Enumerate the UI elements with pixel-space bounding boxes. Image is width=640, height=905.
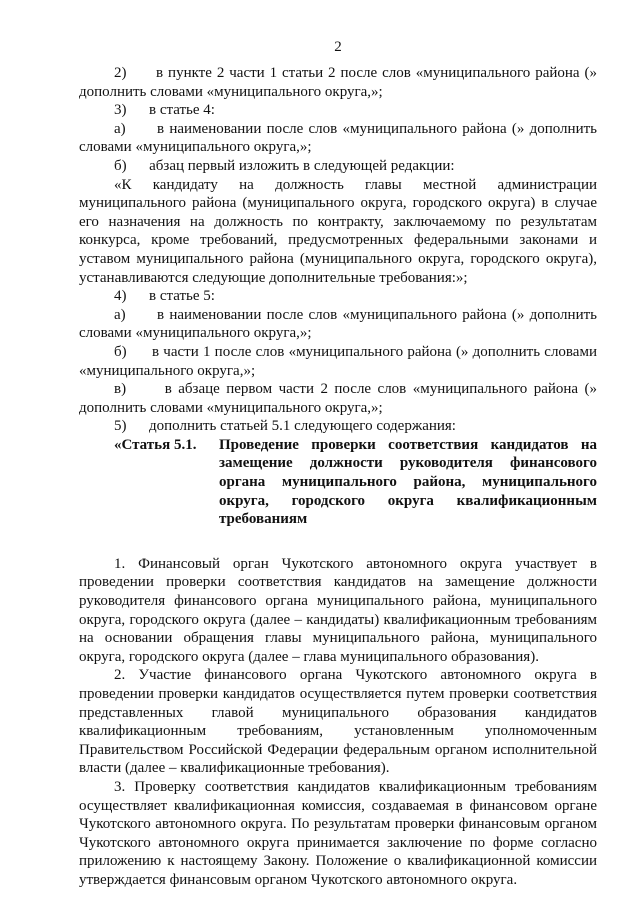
page-number: 2: [334, 39, 342, 55]
paragraph-item-4b: б) в части 1 после слов «муниципального района (» дополнить словами «муниципального округа,»;: [79, 343, 597, 379]
spacer: [79, 529, 597, 555]
paragraph-item-3b: б) абзац первый изложить в следующей редакции:: [114, 157, 455, 174]
paragraph-quoted-text: «К кандидату на должность главы местной администрации муниципального района (муниципального округа, городского округа) в случае его назначения на должность по контракту, заключаемому по результатам конкурса, кроме требований, предусмотренных федеральными законами и уставом муниципального района (муниципального округа, городского округа), устанавливаются следующие дополнительные требования:»;: [79, 176, 597, 286]
article-number: «Статья 5.1.: [114, 436, 197, 453]
paragraph-article-part-1: 1. Финансовый орган Чукотского автономного округа участвует в проведении проверки соответствия кандидатов на замещение должности руководителя финансового органа муниципального района, муниципального округа, городского округа (далее – кандидаты) квалификационным требованиям на основании обращения главы муниципального района, муниципального округа, городского округа (далее – глава муниципального образования).: [79, 555, 597, 665]
paragraph-item-5: 5) дополнить статьей 5.1 следующего содержания:: [114, 418, 456, 435]
paragraph-item-4: 4) в статье 5:: [114, 288, 215, 305]
article-heading: [79, 436, 597, 529]
paragraph-item-2: 2) в пункте 2 части 1 статьи 2 после слов «муниципального района (» дополнить словами «муниципального округа,»;: [79, 65, 597, 100]
paragraph-article-part-2: 2. Участие финансового органа Чукотского автономного округа в проведении проверки кандидатов осуществляется путем проверки соответствия представленных главой муниципального образования кандидатов квалификационным требованиям, установленным уполномоченным Правительством Российской Федерации федеральным органом исполнительной власти (далее – квалификационные требования).: [79, 667, 597, 777]
paragraph-item-4a: а) в наименовании после слов «муниципального района (» дополнить словами «муниципального округа,»;: [79, 306, 597, 342]
article-title: Проведение проверки соответствия кандидатов на замещение должности руководителя финансового органа муниципального района, муниципального округа, городского округа квалификационным требованиям: [219, 436, 597, 528]
paragraph-item-3: 3) в статье 4:: [114, 102, 215, 119]
paragraph-item-3a: а) в наименовании после слов «муниципального района (» дополнить словами «муниципального округа,»;: [79, 120, 597, 156]
paragraph-item-4v: в) в абзаце первом части 2 после слов «муниципального района (» дополнить словами «муниципального округа,»;: [79, 381, 597, 416]
paragraph-article-part-3: 3. Проверку соответствия кандидатов квалификационным требованиям осуществляет квалификационная комиссия, создаваемая в финансовом органе Чукотского автономного округа. По результатам проверки финансовым органом Чукотского автономного округа принимается заключение по форме согласно приложению к настоящему Закону. Положение о квалификационной комиссии утверждается финансовым органом Чукотского автономного округа.: [79, 778, 597, 888]
